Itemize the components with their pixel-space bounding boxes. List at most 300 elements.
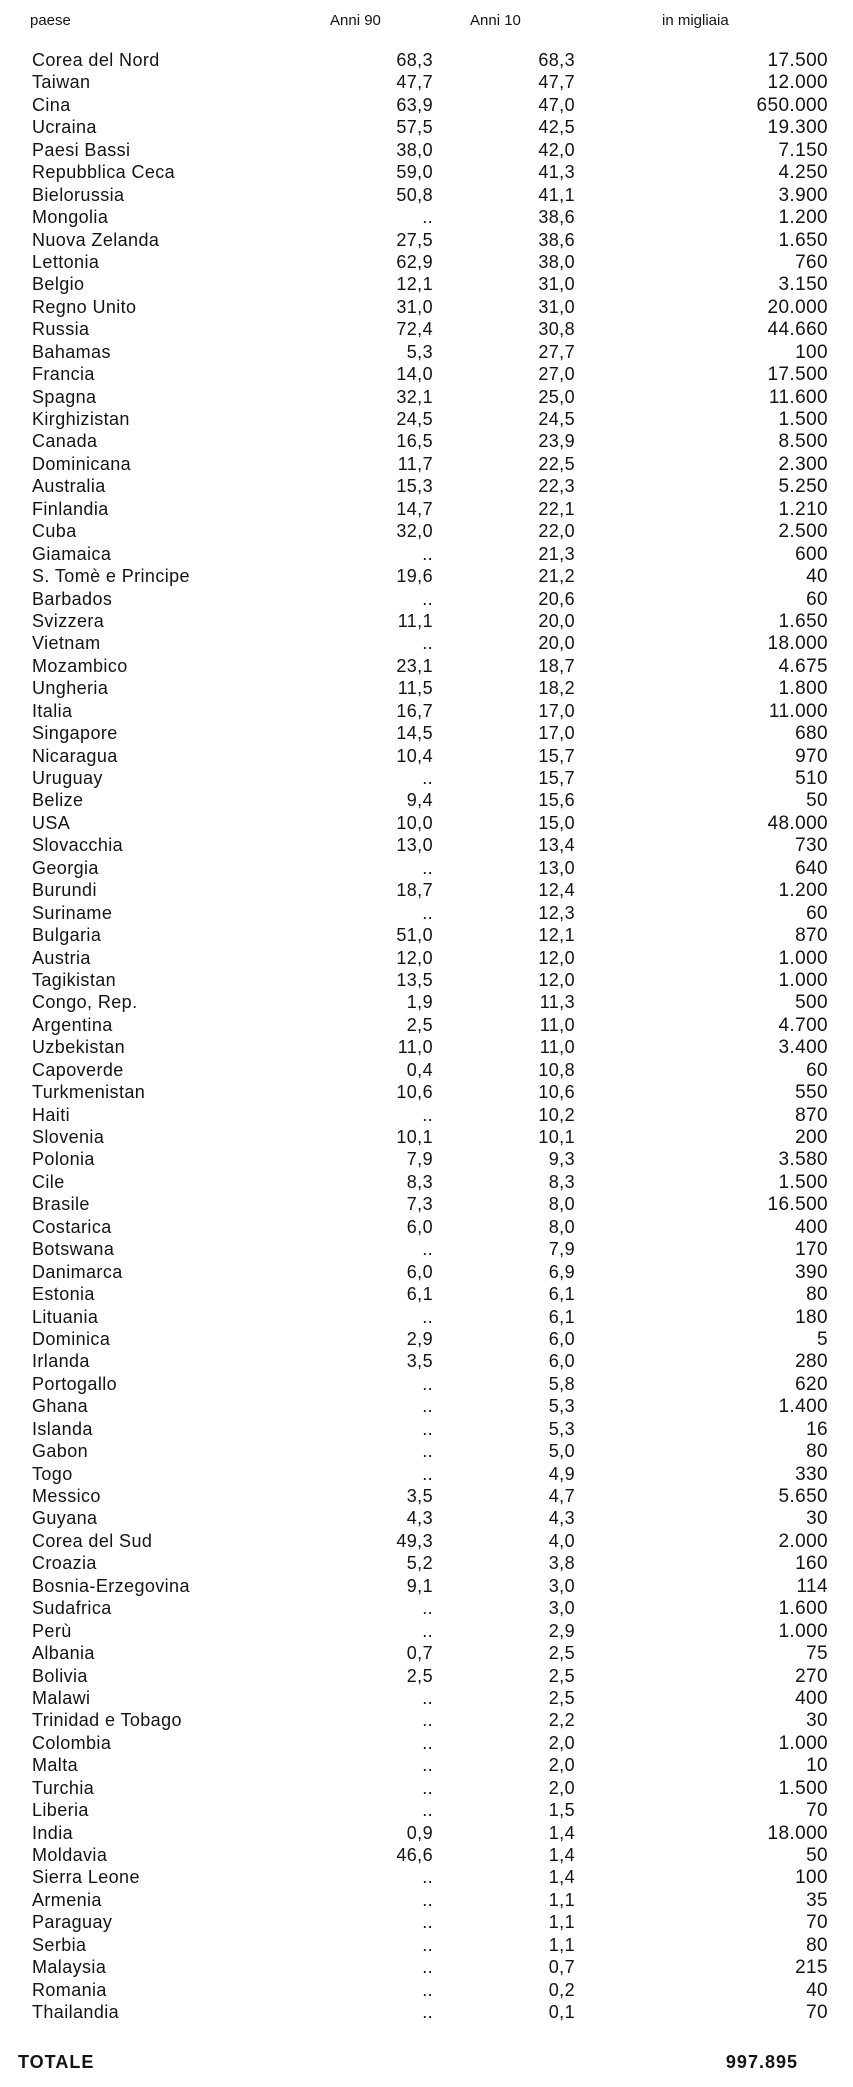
- value-anni-90: 57,5: [396, 117, 433, 138]
- value-anni-90: 3,5: [406, 1486, 433, 1506]
- country-name: Irlanda: [32, 1351, 90, 1372]
- value-migliaia: 70: [806, 1800, 828, 1822]
- value-anni-10: 0,7: [548, 1957, 575, 1978]
- value-anni-10: 5,3: [548, 1396, 575, 1417]
- value-migliaia: 510: [795, 768, 828, 789]
- value-anni-90: 50,8: [396, 184, 433, 205]
- country-name: Belize: [32, 790, 84, 811]
- value-migliaia: 60: [806, 902, 828, 924]
- table-row: [0, 611, 853, 633]
- country-name: Cina: [32, 94, 71, 115]
- value-migliaia: 75: [806, 1643, 828, 1665]
- value-anni-90: ..: [422, 902, 433, 923]
- table-row: [0, 1912, 853, 1934]
- table-row: [0, 1194, 853, 1216]
- table-body: [0, 50, 853, 2025]
- value-anni-90: ..: [422, 857, 433, 878]
- value-anni-90: ..: [422, 1912, 433, 1933]
- value-migliaia: 600: [795, 543, 828, 565]
- value-migliaia: 2.500: [778, 521, 828, 543]
- table-row: [0, 1867, 853, 1889]
- value-anni-90: ..: [422, 633, 433, 654]
- country-name: Bulgaria: [32, 925, 102, 946]
- value-anni-10: 15,7: [538, 745, 575, 766]
- value-anni-10: 12,3: [538, 902, 575, 923]
- value-anni-10: 2,0: [548, 1732, 575, 1753]
- value-anni-90: 1,9: [406, 992, 433, 1013]
- value-anni-10: 0,1: [548, 2002, 575, 2023]
- table-row: [0, 431, 853, 453]
- table-row: [0, 454, 853, 476]
- value-migliaia: 400: [795, 1216, 828, 1238]
- country-name: Canada: [32, 431, 98, 452]
- table-row: [0, 1239, 853, 1261]
- country-name: Capoverde: [32, 1059, 124, 1080]
- value-anni-10: 68,3: [538, 50, 575, 70]
- country-name: Finlandia: [32, 498, 109, 519]
- value-anni-90: ..: [422, 1889, 433, 1910]
- value-anni-90: ..: [422, 1239, 433, 1260]
- table-row: [0, 1060, 853, 1082]
- table-row: [0, 1666, 853, 1688]
- table-row: [0, 342, 853, 364]
- value-anni-90: 18,7: [396, 880, 433, 901]
- value-migliaia: 60: [806, 588, 828, 610]
- value-anni-90: 62,9: [396, 251, 433, 272]
- value-migliaia: 640: [795, 857, 828, 879]
- value-anni-90: 47,7: [396, 72, 433, 93]
- value-anni-10: 11,0: [539, 1037, 575, 1058]
- value-anni-10: 23,9: [538, 431, 575, 452]
- value-anni-90: ..: [422, 1441, 433, 1462]
- table-row: [0, 521, 853, 543]
- value-anni-90: ..: [422, 1418, 433, 1439]
- country-name: Paraguay: [32, 1912, 113, 1933]
- table-row: [0, 387, 853, 409]
- table-row: [0, 1733, 853, 1755]
- value-anni-10: 12,0: [538, 947, 575, 968]
- country-name: Malta: [32, 1755, 79, 1776]
- table-row: [0, 1486, 853, 1508]
- value-migliaia: 1.600: [778, 1598, 828, 1620]
- country-name: Croazia: [32, 1553, 97, 1574]
- value-migliaia: 730: [795, 835, 828, 857]
- table-row: [0, 1935, 853, 1957]
- country-name: Ucraina: [32, 117, 97, 138]
- table-row: [0, 1396, 853, 1418]
- value-anni-90: 16,5: [396, 431, 433, 452]
- table-row: [0, 948, 853, 970]
- country-name: Bosnia-Erzegovina: [32, 1575, 190, 1596]
- value-anni-90: 24,5: [396, 409, 433, 429]
- table-row: [0, 1037, 853, 1059]
- country-name: Cuba: [32, 521, 77, 542]
- country-name: Corea del Nord: [32, 50, 160, 70]
- value-anni-10: 6,0: [548, 1328, 575, 1349]
- country-name: Sudafrica: [32, 1598, 112, 1619]
- value-anni-90: 2,5: [406, 1665, 433, 1686]
- value-migliaia: 680: [795, 723, 828, 745]
- country-name: Paesi Bassi: [32, 139, 131, 160]
- value-migliaia: 1.400: [778, 1396, 828, 1418]
- table-row: [0, 656, 853, 678]
- value-anni-90: 5,3: [406, 341, 433, 362]
- value-anni-90: 72,4: [396, 319, 433, 340]
- value-migliaia: 620: [795, 1373, 828, 1395]
- value-anni-90: 2,5: [406, 1014, 433, 1035]
- value-migliaia: 1.500: [778, 409, 828, 430]
- value-anni-10: 12,1: [538, 925, 575, 946]
- table-row: [0, 925, 853, 947]
- table-row: [0, 1284, 853, 1306]
- total-row: [0, 2052, 853, 2078]
- value-anni-90: 32,1: [396, 386, 433, 407]
- table-row: [0, 1778, 853, 1800]
- value-anni-10: 1,1: [548, 1934, 575, 1955]
- table-row: [0, 1710, 853, 1732]
- country-name: Giamaica: [32, 543, 112, 564]
- table-row: [0, 678, 853, 700]
- value-anni-10: 10,8: [538, 1059, 575, 1080]
- country-name: USA: [32, 812, 71, 833]
- value-anni-10: 8,0: [548, 1194, 575, 1215]
- value-anni-10: 7,9: [548, 1239, 575, 1260]
- value-anni-90: 23,1: [396, 655, 433, 676]
- value-migliaia: 1.800: [778, 678, 828, 700]
- country-name: Austria: [32, 947, 91, 968]
- country-name: Trinidad e Tobago: [32, 1710, 182, 1731]
- table-row: [0, 274, 853, 296]
- value-anni-10: 2,2: [548, 1710, 575, 1731]
- value-anni-10: 42,5: [538, 117, 575, 138]
- value-migliaia: 1.500: [778, 1777, 828, 1799]
- table-row: [0, 252, 853, 274]
- value-anni-10: 22,1: [538, 498, 575, 519]
- value-anni-10: 1,4: [548, 1845, 575, 1865]
- value-migliaia: 44.660: [767, 319, 828, 341]
- value-anni-10: 11,3: [539, 992, 575, 1013]
- value-anni-90: ..: [422, 1867, 433, 1888]
- value-anni-10: 11,0: [539, 1014, 575, 1035]
- country-name: Burundi: [32, 880, 97, 901]
- value-migliaia: 4.700: [778, 1014, 828, 1036]
- table-row: [0, 230, 853, 252]
- country-name: Serbia: [32, 1934, 87, 1955]
- country-name: S. Tomè e Principe: [32, 566, 190, 587]
- value-anni-10: 21,2: [538, 566, 575, 587]
- value-anni-90: 13,5: [396, 969, 433, 990]
- value-migliaia: 11.000: [768, 700, 828, 722]
- value-anni-10: 4,0: [548, 1530, 575, 1551]
- table-row: [0, 835, 853, 857]
- value-anni-90: ..: [422, 1710, 433, 1731]
- value-migliaia: 5: [817, 1328, 828, 1350]
- table-row: [0, 1531, 853, 1553]
- value-anni-10: 5,3: [548, 1418, 575, 1439]
- header-migliaia: in migliaia: [662, 12, 729, 29]
- country-name: Taiwan: [32, 72, 91, 93]
- country-name: Barbados: [32, 588, 113, 609]
- country-name: Brasile: [32, 1194, 90, 1215]
- value-anni-10: 10,2: [538, 1104, 575, 1125]
- table-row: [0, 566, 853, 588]
- value-migliaia: 1.000: [778, 947, 828, 969]
- value-anni-90: 63,9: [396, 94, 433, 115]
- value-migliaia: 550: [795, 1082, 828, 1104]
- value-anni-90: 6,0: [406, 1216, 433, 1237]
- value-anni-90: 14,7: [396, 498, 433, 519]
- country-name: Bahamas: [32, 341, 111, 362]
- value-anni-90: ..: [422, 1306, 433, 1327]
- table-row: [0, 207, 853, 229]
- value-anni-90: 0,9: [406, 1822, 433, 1843]
- value-anni-90: ..: [422, 543, 433, 564]
- value-anni-90: ..: [422, 1777, 433, 1798]
- value-anni-10: 5,0: [548, 1441, 575, 1462]
- value-anni-90: ..: [422, 1598, 433, 1619]
- value-migliaia: 650.000: [756, 94, 828, 116]
- value-anni-90: 14,5: [396, 723, 433, 744]
- value-anni-10: 47,0: [538, 94, 575, 115]
- value-anni-10: 27,0: [538, 364, 575, 385]
- value-migliaia: 970: [795, 745, 828, 767]
- value-migliaia: 280: [795, 1351, 828, 1373]
- value-migliaia: 760: [795, 251, 828, 273]
- value-migliaia: 80: [806, 1934, 828, 1956]
- country-name: Thailandia: [32, 2002, 120, 2023]
- value-anni-10: 38,6: [538, 207, 575, 228]
- table-row: [0, 1890, 853, 1912]
- value-anni-90: 51,0: [396, 925, 433, 946]
- value-anni-10: 25,0: [538, 386, 575, 407]
- country-name: Congo, Rep.: [32, 992, 138, 1013]
- value-anni-90: ..: [422, 1755, 433, 1776]
- table-row: [0, 633, 853, 655]
- value-anni-90: 19,6: [396, 566, 433, 587]
- value-anni-10: 24,5: [538, 409, 575, 429]
- country-name: Nuova Zelanda: [32, 229, 160, 250]
- total-label: TOTALE: [18, 2052, 95, 2072]
- value-anni-10: 2,5: [548, 1643, 575, 1664]
- value-anni-10: 17,0: [538, 700, 575, 721]
- country-name: Turchia: [32, 1777, 95, 1798]
- value-anni-90: 31,0: [396, 296, 433, 317]
- country-name: Svizzera: [32, 610, 105, 631]
- value-anni-90: 14,0: [396, 364, 433, 385]
- value-anni-10: 22,0: [538, 521, 575, 542]
- value-anni-90: 49,3: [396, 1530, 433, 1551]
- value-migliaia: 3.580: [778, 1149, 828, 1171]
- value-anni-90: 11,1: [397, 610, 433, 631]
- value-anni-10: 12,0: [538, 969, 575, 990]
- value-anni-90: 8,3: [406, 1171, 433, 1192]
- value-migliaia: 11.600: [768, 386, 828, 408]
- value-anni-90: ..: [422, 1463, 433, 1484]
- value-anni-90: ..: [422, 1104, 433, 1125]
- value-anni-90: ..: [422, 1979, 433, 2000]
- value-migliaia: 180: [795, 1306, 828, 1328]
- country-name: Australia: [32, 476, 106, 497]
- value-anni-90: 12,0: [396, 947, 433, 968]
- value-anni-90: ..: [422, 1620, 433, 1641]
- value-anni-10: 1,5: [548, 1800, 575, 1821]
- value-anni-10: 12,4: [538, 880, 575, 901]
- country-name: Dominica: [32, 1328, 111, 1349]
- table-row: [0, 1845, 853, 1867]
- country-name: Regno Unito: [32, 296, 137, 317]
- value-anni-10: 41,3: [538, 162, 575, 183]
- table-row: [0, 162, 853, 184]
- value-migliaia: 20.000: [767, 296, 828, 318]
- value-anni-10: 1,4: [548, 1822, 575, 1843]
- value-anni-10: 5,8: [548, 1373, 575, 1394]
- table-row: [0, 1374, 853, 1396]
- value-anni-90: 59,0: [396, 162, 433, 183]
- country-name: Francia: [32, 364, 95, 385]
- value-migliaia: 200: [795, 1127, 828, 1148]
- value-anni-10: 31,0: [538, 274, 575, 295]
- value-anni-90: 11,7: [397, 453, 433, 474]
- country-name: Malawi: [32, 1687, 91, 1708]
- country-name: Polonia: [32, 1149, 95, 1170]
- country-name: Togo: [32, 1463, 73, 1484]
- value-anni-10: 2,5: [548, 1687, 575, 1708]
- value-anni-90: 15,3: [396, 476, 433, 497]
- value-anni-10: 2,5: [548, 1665, 575, 1686]
- table-row: [0, 701, 853, 723]
- country-name: Repubblica Ceca: [32, 162, 176, 183]
- value-anni-10: 18,2: [538, 678, 575, 699]
- country-name: Suriname: [32, 902, 113, 923]
- table-row: [0, 409, 853, 431]
- value-migliaia: 40: [806, 566, 828, 588]
- value-anni-90: 4,3: [406, 1508, 433, 1529]
- table-row: [0, 1464, 853, 1486]
- value-anni-90: ..: [422, 1687, 433, 1708]
- table-row: [0, 1262, 853, 1284]
- value-anni-90: 0,7: [406, 1643, 433, 1664]
- table-row: [0, 185, 853, 207]
- value-migliaia: 60: [806, 1059, 828, 1081]
- value-anni-90: 6,0: [406, 1261, 433, 1282]
- value-migliaia: 1.500: [778, 1171, 828, 1193]
- value-migliaia: 48.000: [767, 812, 828, 834]
- value-anni-90: 38,0: [396, 139, 433, 160]
- value-anni-10: 4,9: [548, 1463, 575, 1484]
- table-row: [0, 50, 853, 72]
- country-name: Spagna: [32, 386, 97, 407]
- value-anni-90: ..: [422, 207, 433, 228]
- value-migliaia: 19.300: [767, 117, 828, 139]
- table-row: [0, 1149, 853, 1171]
- header-anni-10: Anni 10: [470, 12, 521, 29]
- value-migliaia: 7.150: [778, 139, 828, 161]
- value-anni-90: 32,0: [396, 521, 433, 542]
- value-anni-10: 10,6: [538, 1082, 575, 1103]
- value-migliaia: 70: [806, 1912, 828, 1934]
- value-anni-90: 3,5: [406, 1351, 433, 1372]
- value-anni-10: 31,0: [538, 296, 575, 317]
- country-name: Uruguay: [32, 768, 103, 788]
- table-row: [0, 1643, 853, 1665]
- country-name: Turkmenistan: [32, 1082, 146, 1103]
- value-anni-90: ..: [422, 1732, 433, 1753]
- value-anni-10: 3,0: [548, 1598, 575, 1619]
- value-anni-10: 18,7: [538, 655, 575, 676]
- value-migliaia: 8.500: [778, 431, 828, 453]
- value-anni-10: 6,1: [548, 1306, 575, 1327]
- value-migliaia: 40: [806, 1979, 828, 2001]
- country-name: Islanda: [32, 1418, 93, 1439]
- value-anni-90: 11,0: [397, 1037, 433, 1058]
- table-row: [0, 1823, 853, 1845]
- total-value: 997.895: [725, 2052, 798, 2072]
- value-anni-10: 42,0: [538, 139, 575, 160]
- value-migliaia: 5.250: [778, 476, 828, 498]
- country-name: Liberia: [32, 1800, 89, 1821]
- value-anni-90: 9,1: [406, 1575, 433, 1596]
- value-migliaia: 80: [806, 1441, 828, 1463]
- table-row: [0, 1172, 853, 1194]
- value-migliaia: 12.000: [767, 72, 828, 94]
- country-name: Colombia: [32, 1732, 112, 1753]
- value-anni-90: 2,9: [406, 1328, 433, 1349]
- value-anni-10: 22,5: [538, 453, 575, 474]
- value-migliaia: 18.000: [767, 1822, 828, 1844]
- table-row: [0, 1015, 853, 1037]
- value-anni-10: 4,7: [548, 1486, 575, 1506]
- value-migliaia: 500: [795, 992, 828, 1014]
- country-name: Cile: [32, 1171, 65, 1192]
- value-migliaia: 1.650: [778, 229, 828, 251]
- country-name: Italia: [32, 700, 73, 721]
- value-anni-10: 8,3: [548, 1171, 575, 1192]
- value-migliaia: 2.300: [778, 453, 828, 475]
- country-name: Albania: [32, 1643, 95, 1664]
- value-migliaia: 80: [806, 1284, 828, 1306]
- country-name: Portogallo: [32, 1373, 118, 1394]
- value-anni-10: 3,0: [548, 1575, 575, 1596]
- value-anni-10: 47,7: [538, 72, 575, 93]
- country-name: Bolivia: [32, 1665, 88, 1686]
- value-anni-90: ..: [422, 1373, 433, 1394]
- table-row: [0, 589, 853, 611]
- country-name: Slovenia: [32, 1127, 105, 1147]
- value-anni-90: 13,0: [396, 835, 433, 856]
- table-row: [0, 1553, 853, 1575]
- value-anni-10: 6,9: [548, 1261, 575, 1282]
- value-migliaia: 270: [795, 1665, 828, 1687]
- table-row: [0, 499, 853, 521]
- value-anni-90: 27,5: [396, 229, 433, 250]
- table-row: [0, 1621, 853, 1643]
- value-migliaia: 215: [795, 1957, 828, 1979]
- value-anni-90: 46,6: [396, 1845, 433, 1865]
- value-anni-90: 7,9: [406, 1149, 433, 1170]
- country-name: India: [32, 1822, 74, 1843]
- value-migliaia: 330: [795, 1463, 828, 1485]
- country-name: Messico: [32, 1486, 101, 1506]
- table-row: [0, 1419, 853, 1441]
- value-anni-90: 9,4: [406, 790, 433, 811]
- value-migliaia: 114: [796, 1575, 828, 1597]
- value-anni-10: 30,8: [538, 319, 575, 340]
- country-name: Ghana: [32, 1396, 89, 1417]
- table-header: [0, 12, 853, 36]
- table-row: [0, 790, 853, 812]
- country-name: Guyana: [32, 1508, 98, 1529]
- value-anni-10: 38,6: [538, 229, 575, 250]
